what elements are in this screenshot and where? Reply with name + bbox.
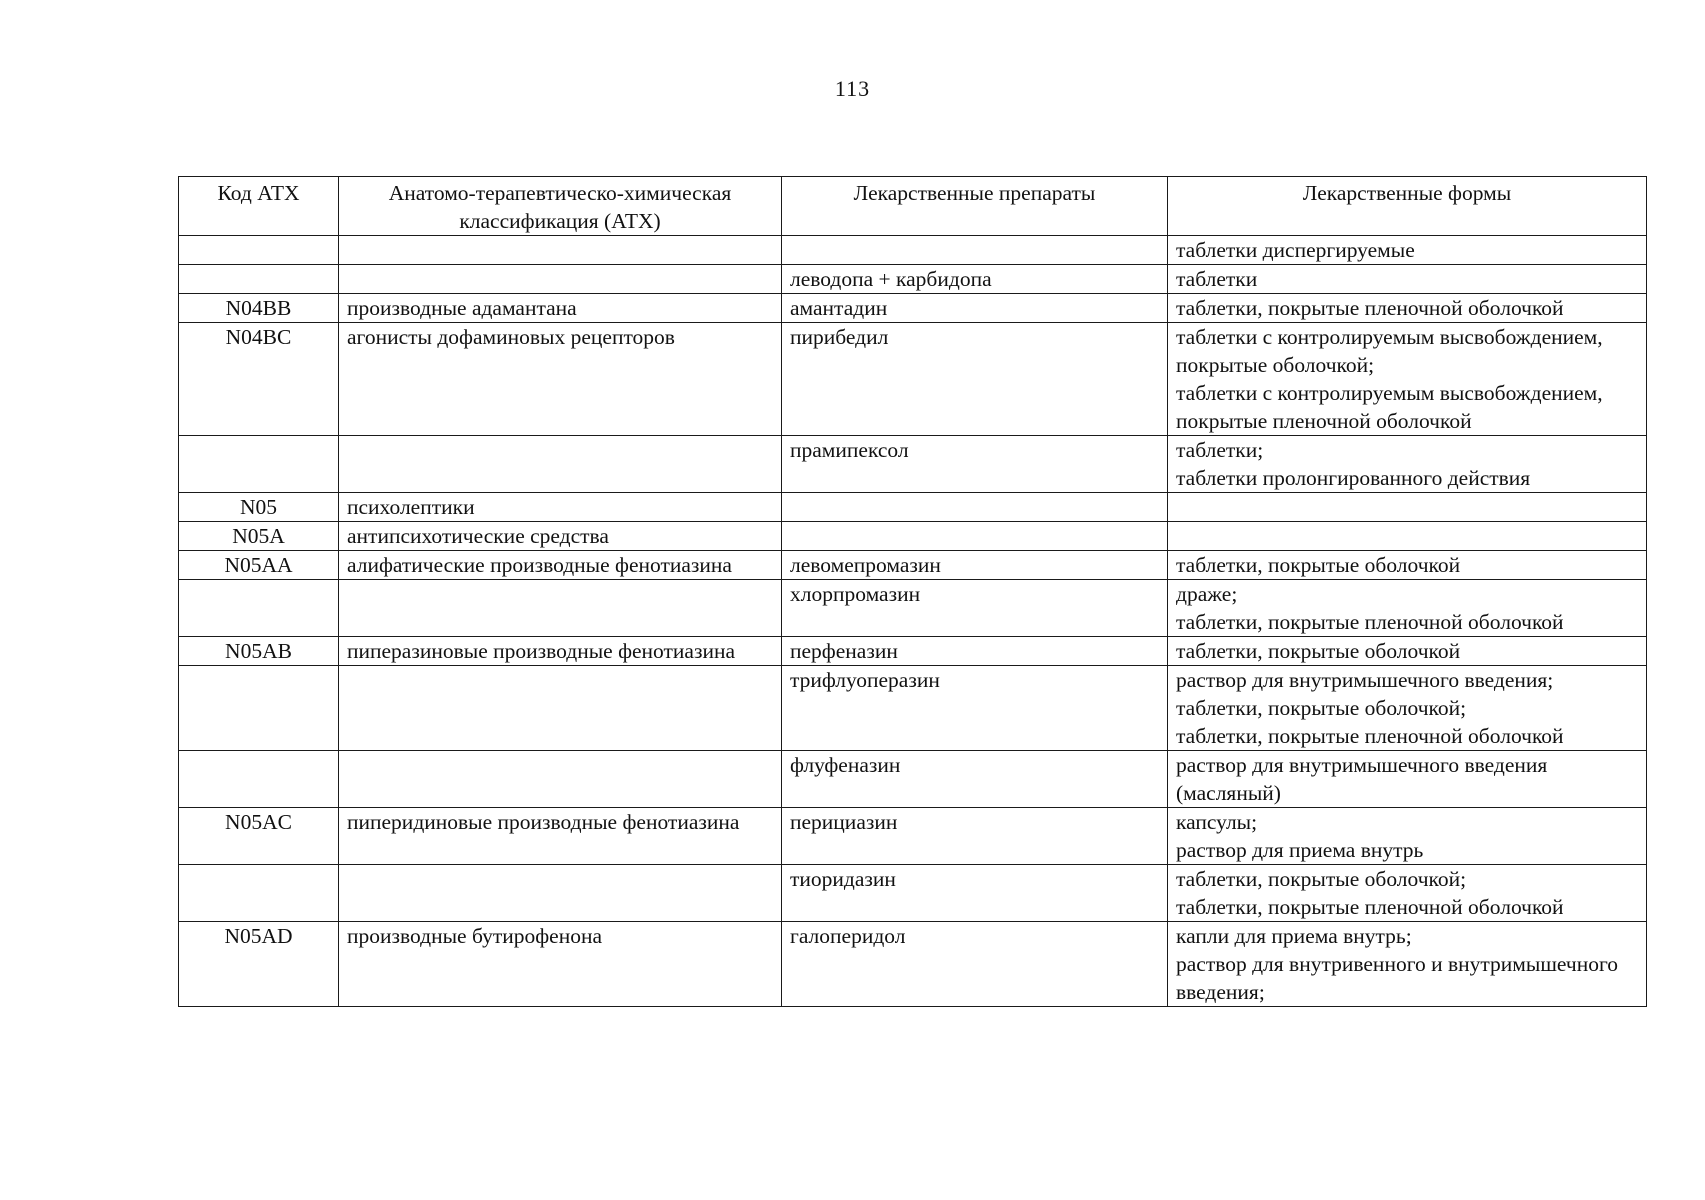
classification-cell: пиперазиновые производные фенотиазина bbox=[339, 637, 782, 666]
header-code: Код АТХ bbox=[179, 177, 339, 236]
atx-code-cell: N05AC bbox=[179, 808, 339, 865]
classification-cell: производные бутирофенона bbox=[339, 922, 782, 1007]
table-row bbox=[179, 236, 1647, 265]
drug-cell: амантадин bbox=[782, 294, 1168, 323]
forms-cell bbox=[1168, 294, 1647, 323]
classification-cell: производные адамантана bbox=[339, 294, 782, 323]
atx-drug-table bbox=[178, 176, 1647, 1007]
classification-cell bbox=[339, 436, 782, 493]
table-row bbox=[179, 865, 1647, 922]
dosage-form-item: таблетки, покрытые пленочной оболочкой bbox=[1176, 296, 1564, 320]
header-classification: Анатомо-терапевтическо-химическая классификация (АТХ) bbox=[339, 177, 782, 236]
table-row bbox=[179, 436, 1647, 493]
atx-code-cell bbox=[179, 436, 339, 493]
drug-cell: хлорпромазин bbox=[782, 580, 1168, 637]
classification-cell: психолептики bbox=[339, 493, 782, 522]
dosage-form-item: таблетки, покрытые пленочной оболочкой bbox=[1176, 610, 1564, 634]
dosage-form-item: таблетки с контролируемым высвобождением, покрытые пленочной оболочкой bbox=[1176, 381, 1603, 433]
drug-cell bbox=[782, 493, 1168, 522]
classification-cell: пиперидиновые производные фенотиазина bbox=[339, 808, 782, 865]
forms-cell bbox=[1168, 265, 1647, 294]
forms-cell bbox=[1168, 637, 1647, 666]
forms-cell bbox=[1168, 922, 1647, 1007]
drug-cell: галоперидол bbox=[782, 922, 1168, 1007]
dosage-form-item: раствор для приема внутрь bbox=[1176, 838, 1424, 862]
drug-cell: тиоридазин bbox=[782, 865, 1168, 922]
drug-cell: пирибедил bbox=[782, 323, 1168, 436]
classification-cell bbox=[339, 865, 782, 922]
atx-code-cell: N04BC bbox=[179, 323, 339, 436]
classification-cell: алифатические производные фенотиазина bbox=[339, 551, 782, 580]
table-row bbox=[179, 751, 1647, 808]
forms-cell bbox=[1168, 865, 1647, 922]
table-row bbox=[179, 294, 1647, 323]
dosage-form-item: таблетки, покрытые оболочкой; bbox=[1176, 696, 1467, 720]
dosage-form-item: капсулы; bbox=[1176, 810, 1258, 834]
forms-cell bbox=[1168, 436, 1647, 493]
atx-code-cell bbox=[179, 265, 339, 294]
forms-cell bbox=[1168, 236, 1647, 265]
dosage-form-item: таблетки, покрытые оболочкой bbox=[1176, 553, 1461, 577]
table-row bbox=[179, 522, 1647, 551]
atx-code-cell bbox=[179, 580, 339, 637]
classification-cell bbox=[339, 236, 782, 265]
forms-cell bbox=[1168, 522, 1647, 551]
drug-cell: леводопа + карбидопа bbox=[782, 265, 1168, 294]
table-header-row bbox=[179, 177, 1647, 236]
dosage-form-item: таблетки, покрытые пленочной оболочкой bbox=[1176, 724, 1564, 748]
dosage-form-item: раствор для внутримышечного введения (масляный) bbox=[1176, 753, 1548, 805]
classification-cell: агонисты дофаминовых рецепторов bbox=[339, 323, 782, 436]
drug-cell: трифлуоперазин bbox=[782, 666, 1168, 751]
header-forms: Лекарственные формы bbox=[1168, 177, 1647, 236]
atx-code-cell bbox=[179, 751, 339, 808]
classification-cell bbox=[339, 580, 782, 637]
drug-cell bbox=[782, 236, 1168, 265]
classification-cell: антипсихотические средства bbox=[339, 522, 782, 551]
classification-cell bbox=[339, 751, 782, 808]
dosage-form-item: таблетки, покрытые оболочкой; bbox=[1176, 867, 1467, 891]
dosage-form-item: таблетки пролонгированного действия bbox=[1176, 466, 1531, 490]
atx-code-cell bbox=[179, 666, 339, 751]
table-row bbox=[179, 666, 1647, 751]
table-row bbox=[179, 265, 1647, 294]
dosage-form-item: таблетки; bbox=[1176, 438, 1264, 462]
drug-cell: перфеназин bbox=[782, 637, 1168, 666]
table-row bbox=[179, 637, 1647, 666]
dosage-form-item: раствор для внутривенного и внутримышечного введения; bbox=[1176, 952, 1619, 1004]
dosage-form-item: драже; bbox=[1176, 582, 1238, 606]
table-row bbox=[179, 922, 1647, 1007]
atx-code-cell: N05AA bbox=[179, 551, 339, 580]
dosage-form-item: капли для приема внутрь; bbox=[1176, 924, 1412, 948]
dosage-form-item: таблетки, покрытые оболочкой bbox=[1176, 639, 1461, 663]
table-row bbox=[179, 808, 1647, 865]
forms-cell bbox=[1168, 666, 1647, 751]
forms-cell bbox=[1168, 751, 1647, 808]
drug-cell bbox=[782, 522, 1168, 551]
dosage-form-item: таблетки bbox=[1176, 267, 1258, 291]
dosage-form-item: таблетки диспергируемые bbox=[1176, 238, 1415, 262]
atx-code-cell: N05A bbox=[179, 522, 339, 551]
forms-cell bbox=[1168, 580, 1647, 637]
page-number: 113 bbox=[834, 76, 871, 101]
drug-cell: левомепромазин bbox=[782, 551, 1168, 580]
table-row bbox=[179, 323, 1647, 436]
table-row bbox=[179, 551, 1647, 580]
table-row bbox=[179, 493, 1647, 522]
table-body bbox=[179, 236, 1647, 1007]
forms-cell bbox=[1168, 551, 1647, 580]
atx-code-cell: N05AD bbox=[179, 922, 339, 1007]
atx-code-cell: N05AB bbox=[179, 637, 339, 666]
atx-code-cell bbox=[179, 236, 339, 265]
dosage-form-item: таблетки с контролируемым высвобождением, покрытые оболочкой; bbox=[1176, 325, 1603, 377]
classification-cell bbox=[339, 666, 782, 751]
atx-code-cell: N05 bbox=[179, 493, 339, 522]
forms-cell bbox=[1168, 323, 1647, 436]
dosage-form-item: раствор для внутримышечного введения; bbox=[1176, 668, 1554, 692]
atx-code-cell bbox=[179, 865, 339, 922]
table-row bbox=[179, 580, 1647, 637]
header-drugs: Лекарственные препараты bbox=[782, 177, 1168, 236]
drug-cell: перициазин bbox=[782, 808, 1168, 865]
atx-code-cell: N04BB bbox=[179, 294, 339, 323]
forms-cell bbox=[1168, 808, 1647, 865]
drug-cell: прамипексол bbox=[782, 436, 1168, 493]
forms-cell bbox=[1168, 493, 1647, 522]
drug-cell: флуфеназин bbox=[782, 751, 1168, 808]
classification-cell bbox=[339, 265, 782, 294]
dosage-form-item: таблетки, покрытые пленочной оболочкой bbox=[1176, 895, 1564, 919]
